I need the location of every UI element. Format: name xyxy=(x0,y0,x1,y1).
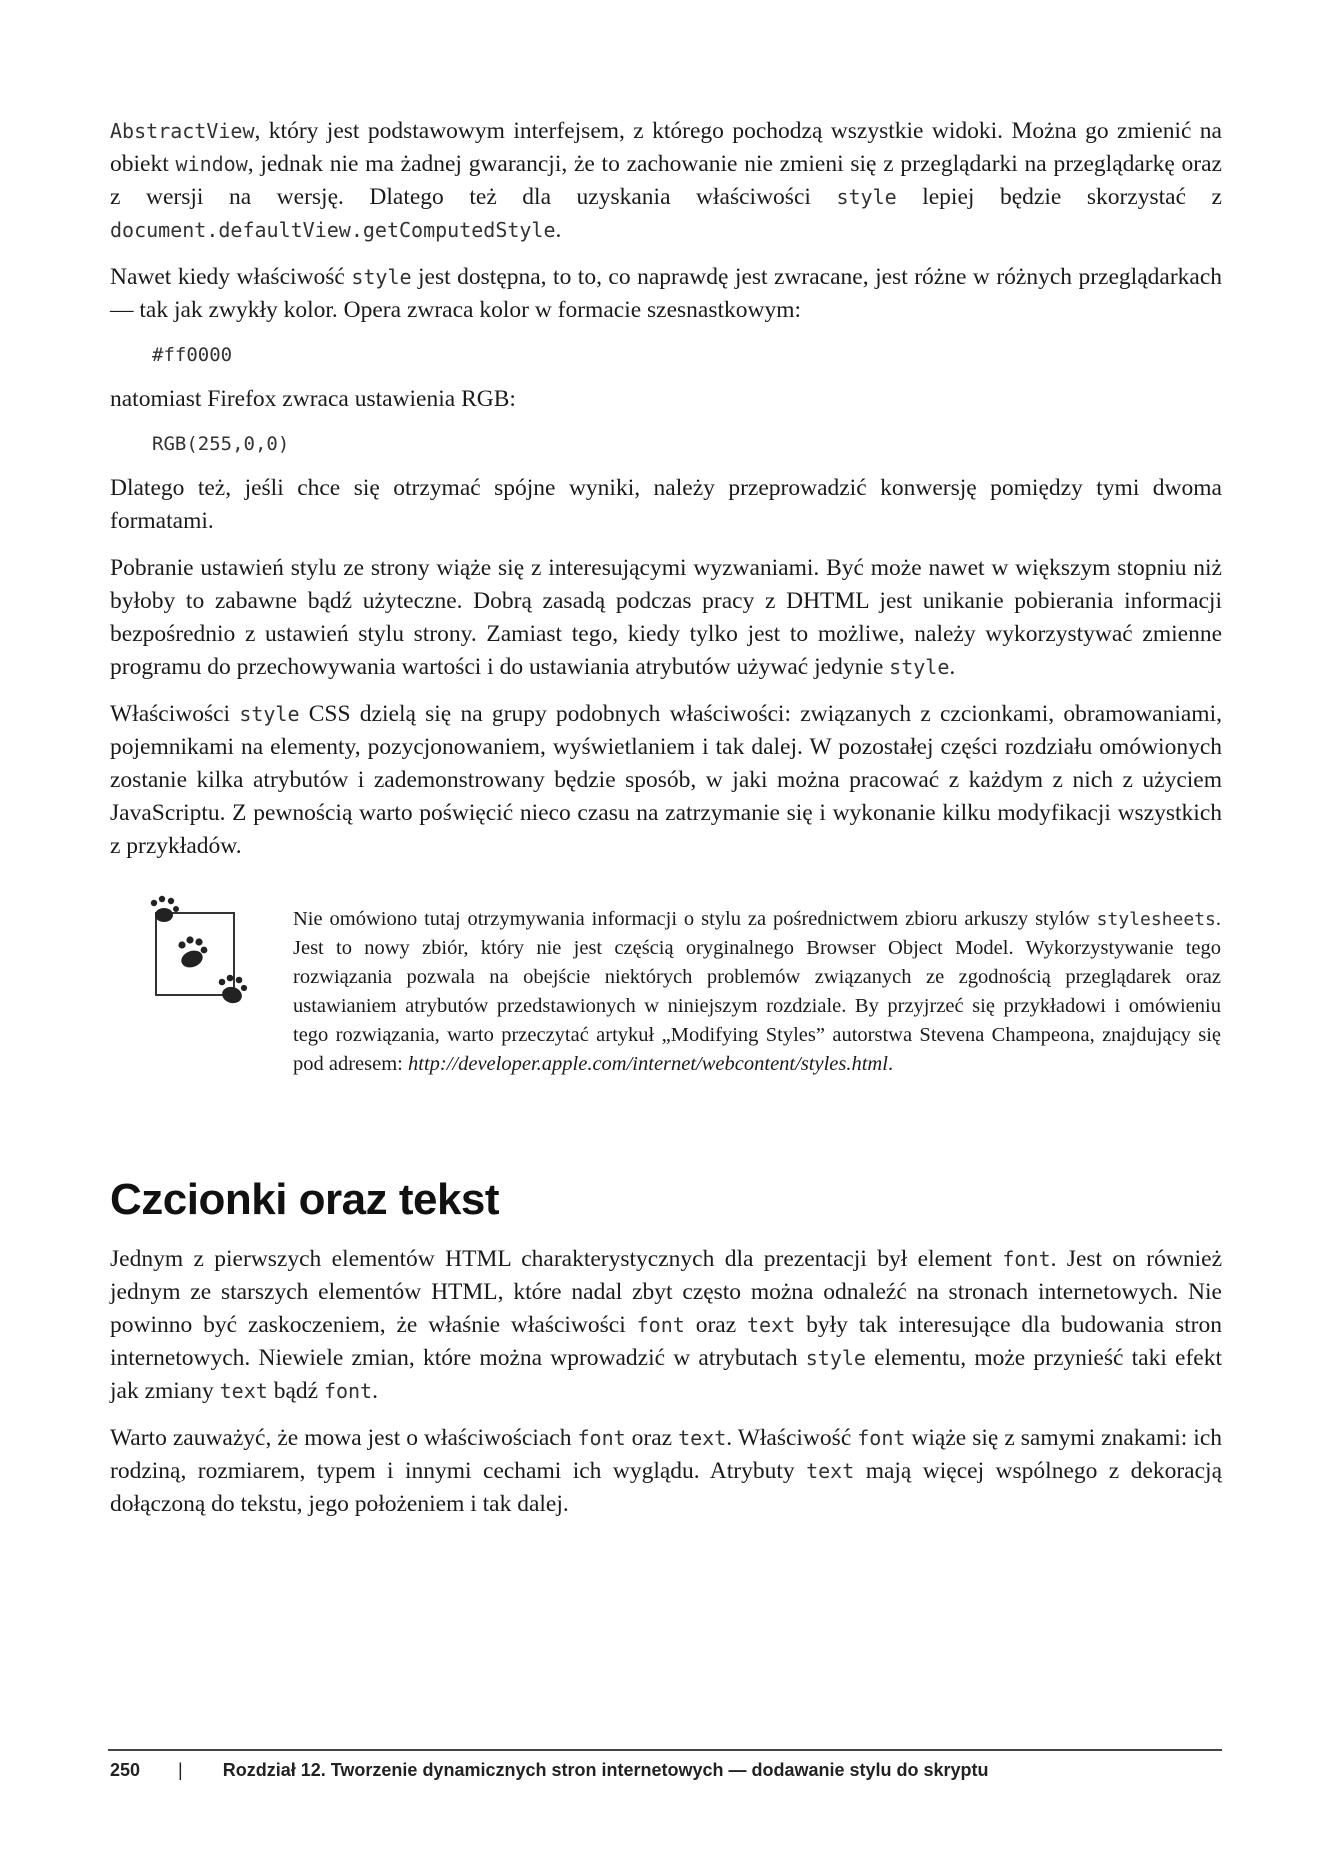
paragraph: Jednym z pierwszych elementów HTML charakterystycznych dla prezentacji był element font. Jest on również jednym ze starszych elementów HTML, które nadal zbyt często można odnaleźć na stronach internetowych. Nie powinno być zaskoczeniem, że właśnie właściwości font oraz text były tak interesujące dla budowania stron internetowych. Niewiele zmian, które można wprowadzić w atrybutach style elementu, może przynieść taki efekt jak zmiany text bądź font. xyxy=(110,1246,1222,1404)
tip-note xyxy=(110,889,1222,1139)
paragraph: Właściwości style CSS dzielą się na grupy podobnych właściwości: związanych z czcionkami, obramowaniami, pojemnikami na elementy, pozycjonowaniem, wyświetlaniem i tak dalej. W pozostałej części rozdziału omówionych zostanie kilka atrybutów i zademonstrowany będzie sposób, w jaki można pracować z każdym z nich z użyciem JavaScriptu. Z pewnością warto poświęcić nieco czasu na zatrzymanie się i wykonanie kilku modyfikacji wszystkich z przykładów. xyxy=(110,701,1222,859)
inline-code: style xyxy=(889,655,950,679)
inline-code: style xyxy=(239,702,300,726)
inline-code: font xyxy=(577,1426,626,1450)
inline-code: font xyxy=(1002,1247,1051,1271)
inline-code: style xyxy=(836,185,897,209)
article-url[interactable]: http://developer.apple.com/internet/webcontent/styles.html xyxy=(408,1053,888,1075)
paragraph: Nawet kiedy właściwość style jest dostępna, to to, co naprawdę jest zwracane, jest różne w różnych przeglądarkach — tak jak zwykły kolor. Opera zwraca kolor w formacie szesnastkowym: xyxy=(110,264,1222,323)
inline-code: font xyxy=(323,1379,373,1403)
footer-divider xyxy=(108,1749,1222,1751)
paragraph: Warto zauważyć, że mowa jest o właściwościach font oraz text. Właściwość font wiąże się z samymi znakami: ich rodziną, rozmiarem, typem i innymi cechami ich wyglądu. Atrybuty text mają więcej wspólnego z dekoracją dołączoną do tekstu, jego położeniem i tak dalej. xyxy=(110,1425,1223,1517)
inline-code: style xyxy=(351,265,412,289)
code-sample: #ff0000 xyxy=(152,344,233,366)
inline-code: text xyxy=(747,1313,796,1337)
paragraph: Dlatego też, jeśli chce się otrzymać spójne wyniki, należy przeprowadzić konwersję pomiędzy tymi dwoma formatami. xyxy=(110,475,1222,534)
inline-code: document.defaultView.getComputedStyle xyxy=(110,218,556,242)
footer-separator: | xyxy=(178,1760,183,1780)
inline-code: font xyxy=(636,1313,685,1337)
inline-code: AbstractView xyxy=(110,119,255,143)
chapter-title: Rozdział 12. Tworzenie dynamicznych stron internetowych — dodawanie stylu do skryptu xyxy=(222,1760,989,1780)
tip-note-text: Nie omówiono tutaj otrzymywania informacji o stylu za pośrednictwem zbioru arkuszy stylów stylesheets. Jest to nowy zbiór, który nie jest częścią oryginalnego Browser Object Model. Wykorzystywanie tego rozwiązania pozwala na obejście niektórych problemów związanych ze zgodnością przeglądarek oraz ustawianiem atrybutów przedstawionych w niniejszym rozdziale. By przyjrzeć się przykładowi i omówieniu tego rozwiązania, warto przeczytać artykuł „Modifying Styles” autorstwa Stevena Champeona, znajdujący się pod adresem: http://developer.apple.com/internet/webcontent/styles.html. xyxy=(293,908,1221,1075)
inline-code: window xyxy=(175,152,248,176)
page-content xyxy=(110,115,1222,1535)
inline-code: text xyxy=(806,1459,855,1483)
paragraph: Pobranie ustawień stylu ze strony wiąże się z interesującymi wyzwaniami. Być może nawet w większym stopniu niż byłoby to zabawne bądź użyteczne. Dobrą zasadą podczas pracy z DHTML jest unikanie pobierania informacji bezpośrednio z ustawień stylu strony. Zamiast tego, kiedy tylko jest to możliwe, należy wykorzystywać zmienne programu do przechowywania wartości i do ustawiania atrybutów używać jedynie style. xyxy=(110,555,1222,680)
inline-code: text xyxy=(678,1426,727,1450)
code-sample: RGB(255,0,0) xyxy=(152,433,290,455)
page-footer xyxy=(110,1760,1222,1781)
inline-code: style xyxy=(805,1346,866,1370)
inline-code: font xyxy=(857,1426,906,1450)
paw-prints-tip-icon xyxy=(132,889,252,1019)
paragraph: natomiast Firefox zwraca ustawienia RGB: xyxy=(110,386,516,412)
inline-code: text xyxy=(219,1379,268,1403)
paragraph: AbstractView, który jest podstawowym interfejsem, z którego pochodzą wszystkie widoki. Można go zmienić na obiekt window, jednak nie ma żadnej gwarancji, że to zachowanie nie zmieni się z przeglądarki na przeglądarkę oraz z wersji na wersję. Dlatego też dla uzyskania właściwości style lepiej będzie skorzystać z document.defaultView.getComputedStyle. xyxy=(110,118,1222,243)
section-heading: Czcionki oraz tekst xyxy=(110,1175,500,1224)
inline-code: stylesheets xyxy=(1096,909,1216,930)
page-number: 250 xyxy=(110,1760,141,1780)
